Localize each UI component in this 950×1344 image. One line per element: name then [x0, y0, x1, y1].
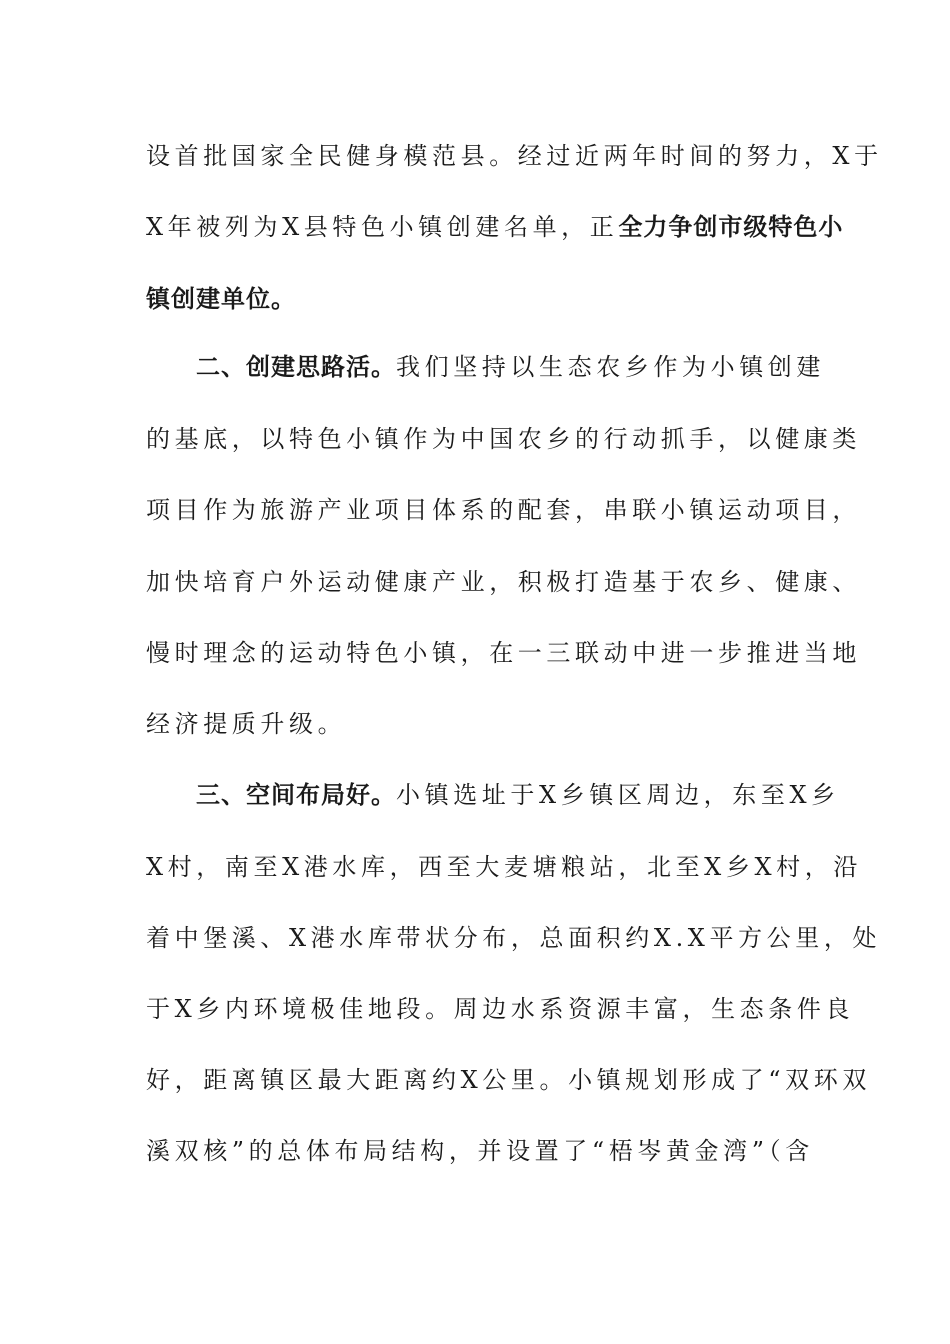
- line-text: 加快培育户外运动健康产业，积极打造基于农乡、健康、: [146, 568, 861, 596]
- line-bold-text: 全力争创市级特色小: [618, 213, 844, 241]
- line-text: 小镇选址于X乡镇区周边，东至X乡: [396, 781, 840, 809]
- section-heading-line: [196, 349, 825, 385]
- paragraph-line: [146, 421, 861, 457]
- paragraph-line: [146, 209, 844, 245]
- line-text: 的基底，以特色小镇作为中国农乡的行动抓手，以健康类: [146, 425, 861, 453]
- paragraph-line: [146, 1062, 871, 1098]
- line-text: X年被列为X县特色小镇创建名单，正: [146, 213, 619, 241]
- line-text: 经济提质升级。: [146, 710, 347, 738]
- paragraph-line: [146, 281, 806, 317]
- line-text: 我们坚持以生态农乡作为小镇创建: [396, 353, 825, 381]
- paragraph-line: [146, 492, 861, 528]
- line-bold-text: 镇创建单位。: [146, 285, 296, 313]
- section-heading: 三、空间布局好。: [196, 781, 396, 809]
- paragraph-line: [146, 849, 862, 885]
- paragraph-line: [146, 1133, 814, 1169]
- paragraph-line: [146, 991, 855, 1027]
- line-text: 于X乡内环境极佳地段。周边水系资源丰富，生态条件良: [146, 995, 855, 1023]
- line-text: 溪双核”的总体布局结构，并设置了“梧岑黄金湾”（含: [146, 1137, 814, 1165]
- paragraph-line: [146, 635, 861, 671]
- line-text: 着中堡溪、X港水库带状分布，总面积约X.X平方公里，处: [146, 924, 882, 952]
- line-text: 好，距离镇区最大距离约X公里。小镇规划形成了“双环双: [146, 1066, 871, 1094]
- line-text: 设首批国家全民健身模范县。经过近两年时间的努力，X于: [146, 142, 883, 170]
- line-text: 项目作为旅游产业项目体系的配套，串联小镇运动项目，: [146, 496, 861, 524]
- section-heading: 二、创建思路活。: [196, 353, 396, 381]
- paragraph-line: [146, 706, 806, 742]
- line-text: 慢时理念的运动特色小镇，在一三联动中进一步推进当地: [146, 639, 861, 667]
- paragraph-line: [146, 138, 883, 174]
- paragraph-line: [146, 564, 861, 600]
- line-text: X村，南至X港水库，西至大麦塘粮站，北至X乡X村，沿: [146, 853, 862, 881]
- paragraph-line: [146, 920, 882, 956]
- section-heading-line: [196, 777, 840, 813]
